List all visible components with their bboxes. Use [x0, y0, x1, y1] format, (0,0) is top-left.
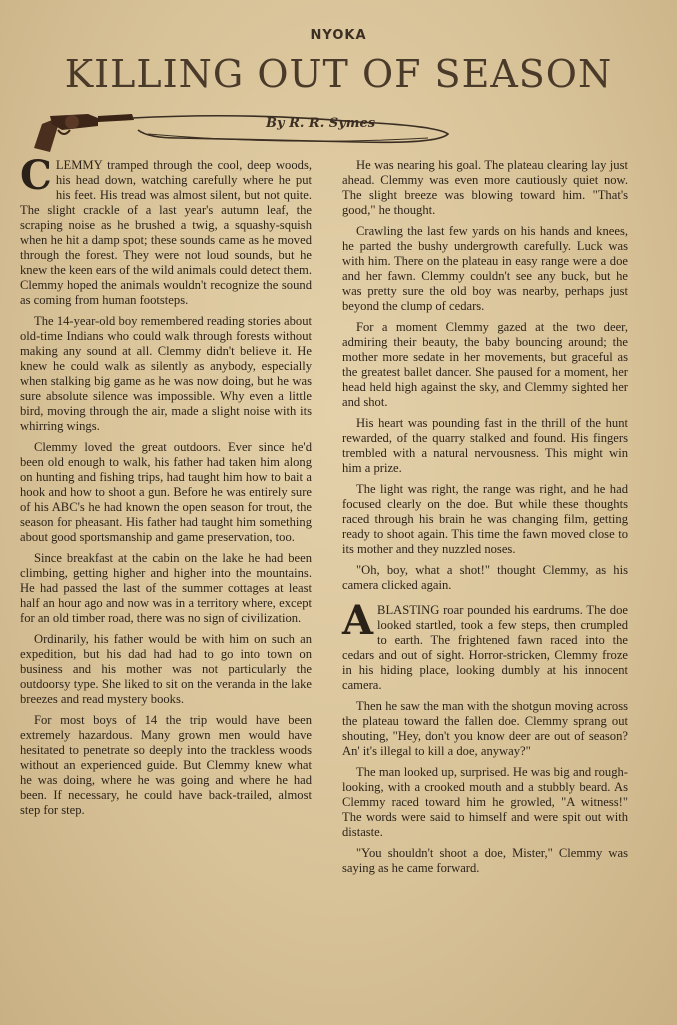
paragraph: Crawling the last few yards on his hands and knees, he parted the bushy undergrowth carefully. Luck was with him. There on the plateau in easy range were a doe and her fawn. Clemmy couldn't see any buck, but he was pretty sure the old boy was nearby, perhaps just beyond the clump of cedars.: [342, 224, 628, 313]
paragraph: Since breakfast at the cabin on the lake he had been climbing, getting higher and higher into the mountains. He had passed the last of the summer cottages at least half an hour ago and now was in a territory where, except for an old timber road, there was no sign of civilization.: [20, 551, 312, 625]
paragraph: He was nearing his goal. The plateau clearing lay just ahead. Clemmy was even more cautiously quiet now. The slight breeze was blowing toward him. "That's good," he thought.: [342, 158, 628, 217]
revolver-illustration: [28, 104, 468, 156]
right-column: [342, 158, 628, 882]
byline: By R. R. Symes: [266, 116, 376, 131]
left-column: [20, 152, 313, 824]
paragraph: The 14-year-old boy remembered reading stories about old-time Indians who could walk through forests without making any sound at all. Clemmy didn't believe it. He knew he could walk as silently as anybody, especially when stalking big game as he was now doing, but he was sure absolute silence was impossible. Why even a little bird, moving through the air, made a slight noise with its whirring wings.: [20, 314, 312, 433]
paragraph: "Oh, boy, what a shot!" thought Clemmy, as his camera clicked again.: [342, 563, 628, 592]
paragraph: His heart was pounding fast in the thrill of the hunt rewarded, of the quarry stalked and found. His fingers trembled with a natural nervousness. This might win him a prize.: [342, 416, 628, 475]
paragraph: "You shouldn't shoot a doe, Mister," Clemmy was saying as he came forward.: [342, 846, 628, 875]
paragraph: Then he saw the man with the shotgun moving across the plateau toward the fallen doe. Clemmy sprang out shouting, "Hey, don't you know deer are out of season? An' it's illegal to kill a doe, anyway?": [342, 699, 628, 758]
paragraph: Ordinarily, his father would be with him on such an expedition, but his dad had had to go into town on business and his mother was not particularly the outdoorsy type. She liked to sit on the veranda in the lake breezes and read mystery books.: [20, 632, 312, 706]
paragraph: The light was right, the range was right, and he had focused clearly on the doe. But while these thoughts raced through his brain he was changing film, getting ready to shoot again. This time the fawn moved close to its mother and they nuzzled noses.: [342, 482, 628, 556]
drop-cap: A: [342, 597, 374, 644]
paragraph: Clemmy loved the great outdoors. Ever since he'd been old enough to walk, his father had taken him along on hunting and fishing trips, had taught him how to bait a hook and how to shoot a gun. Before he was entirely sure of his ABC's he had known the open season for trout, the season for pheasant. His father had taught him something about good sportsmanship and game preservation, too.: [20, 440, 312, 544]
paragraph: CLEMMY tramped through the cool, deep woods, his head down, watching carefully where he put his feet. His tread was almost silent, but not quite. The slight crackle of a last year's autumn leaf, the scraping noise as he brushed a twig, a squashy-squish when he hit a damp spot; these sounds came as he moved through the forest. They were not loud sounds, but he knew the keen ears of the wild animals could detect them. Clemmy hoped the animals wouldn't recognize the sound as coming from human footsteps.: [20, 152, 313, 307]
story-title: KILLING OUT OF SEASON: [64, 52, 613, 96]
paragraph: The man looked up, surprised. He was big and rough-looking, with a crooked mouth and a stubbly beard. As Clemmy raced toward him he growled, "A witness!" The words were said to himself and were spit out with distaste.: [342, 765, 628, 839]
paragraph: For a moment Clemmy gazed at the two deer, admiring their beauty, the baby bouncing around; the mother more sedate in her movements, but graceful as the greatest ballet dancer. She paused for a moment, her head held high against the sky, and Clemmy sighted her and shot.: [342, 320, 628, 409]
revolver-icon: [34, 114, 134, 152]
paragraph: For most boys of 14 the trip would have been extremely hazardous. Many grown men would have hesitated to penetrate so deeply into the trackless woods without an experienced guide. But Clemmy knew what he was doing, where he was going and where he had been. If necessary, he could have back-trailed, almost step for step.: [20, 713, 312, 817]
drop-cap: C: [20, 152, 52, 199]
magazine-header: NYOKA: [310, 28, 367, 43]
paragraph: ABLASTING roar pounded his eardrums. The doe looked startled, took a few steps, then crumpled to earth. The frightened fawn raced into the cedars and out of sight. Horror-stricken, Clemmy froze in his hiding place, looking dumbly at his innocent camera.: [342, 597, 628, 692]
